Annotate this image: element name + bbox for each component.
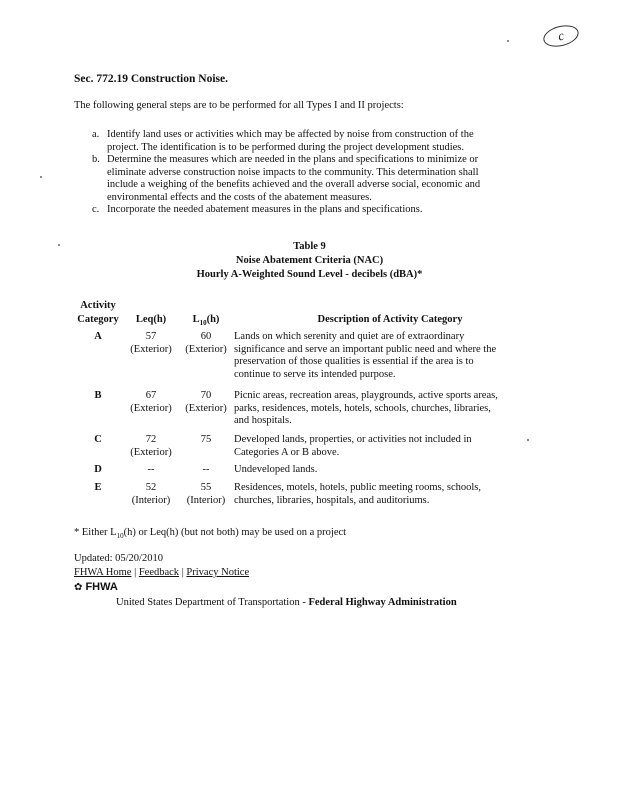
header-activity: Activity: [80, 300, 116, 311]
table-number: Table 9: [293, 241, 326, 252]
description-cell: Developed lands, properties, or activities not included in Categories A or B above.: [234, 434, 472, 458]
leq-cell: --: [147, 464, 155, 475]
fhwa-logo[interactable]: ✿ FHWA: [74, 581, 118, 593]
privacy-notice-link[interactable]: Privacy Notice: [186, 567, 250, 578]
leq-cell: 67 (Exterior): [130, 390, 172, 414]
description-cell: Picnic areas, recreation areas, playgrounds, active sports areas, parks, residences, motels, hotels, schools, churches, libraries, and hospitals.: [234, 390, 498, 426]
category-cell: A: [94, 331, 102, 342]
intro-text: The following general steps are to be performed for all Types I and II projects:: [74, 100, 404, 111]
step-letter: a.: [92, 129, 100, 140]
feedback-link[interactable]: Feedback: [138, 567, 180, 578]
table-subtitle: Hourly A-Weighted Sound Level - decibels (dBA)*: [196, 269, 423, 280]
fhwa-emblem-icon: ✿: [74, 582, 83, 593]
header-l10: $L_{10}(h)$: [192, 314, 220, 328]
step-text: Determine the measures which are needed in the plans and specifications to minimize or eliminate adverse construction noise impacts to the community. This determination shall include a weighing of the benefits achieved and the overall adverse social, economic and environmental effects and the costs of the abatement measures.: [107, 154, 481, 203]
step-item: [92, 154, 552, 204]
step-item: [92, 204, 552, 217]
description-cell: Lands on which serenity and quiet are of extraordinary significance and serve an important public need and where the preservation of those qualities is essential if the area is to continue to serve its intended purpose.: [234, 331, 497, 380]
description-cell: Undeveloped lands.: [234, 464, 318, 475]
fhwa-home-link[interactable]: FHWA Home: [74, 567, 132, 578]
updated-date: Updated: 05/20/2010: [74, 553, 163, 564]
category-cell: D: [94, 464, 102, 475]
scan-speck: [40, 176, 42, 178]
l10-cell: --: [202, 464, 210, 475]
step-letter: b.: [92, 154, 100, 165]
department-line: United States Department of Transportation - Federal Highway Administration: [116, 597, 457, 608]
header-description: Description of Activity Category: [317, 314, 463, 325]
footer-links: FHWA Home | Feedback | Privacy Notice: [74, 567, 250, 578]
l10-cell: 60 (Exterior): [185, 331, 227, 355]
description-cell: Residences, motels, hotels, public meeting rooms, schools, churches, libraries, hospitals, and auditoriums.: [234, 482, 482, 506]
step-text: Identify land uses or activities which may be affected by noise from construction of the project. The identification is to be performed during the project development studies.: [107, 129, 474, 153]
step-item: [92, 129, 552, 154]
table-title: Noise Abatement Criteria (NAC): [235, 255, 384, 266]
leq-cell: 72 (Exterior): [130, 434, 172, 458]
leq-cell: 57 (Exterior): [130, 331, 172, 355]
step-letter: c.: [92, 204, 100, 215]
section-title: Sec. 772.19 Construction Noise.: [74, 73, 228, 85]
step-text: Incorporate the needed abatement measures in the plans and specifications.: [107, 204, 423, 215]
l10-cell: 70 (Exterior): [185, 390, 227, 414]
circled-letter-mark: c: [541, 22, 581, 50]
category-cell: B: [94, 390, 102, 401]
header-category: Category: [77, 314, 119, 325]
category-cell: C: [94, 434, 102, 445]
scan-speck: [507, 40, 509, 42]
category-cell: E: [94, 482, 102, 493]
header-leq: Leq(h): [135, 314, 167, 325]
l10-cell: 75: [200, 434, 212, 445]
l10-cell: 55 (Interior): [186, 482, 226, 506]
table-footnote: * Either $L_{10}(h)$ or Leq(h) (but not both) may be used on a project: [74, 527, 347, 541]
leq-cell: 52 (Interior): [131, 482, 171, 506]
steps-list: [92, 129, 552, 217]
